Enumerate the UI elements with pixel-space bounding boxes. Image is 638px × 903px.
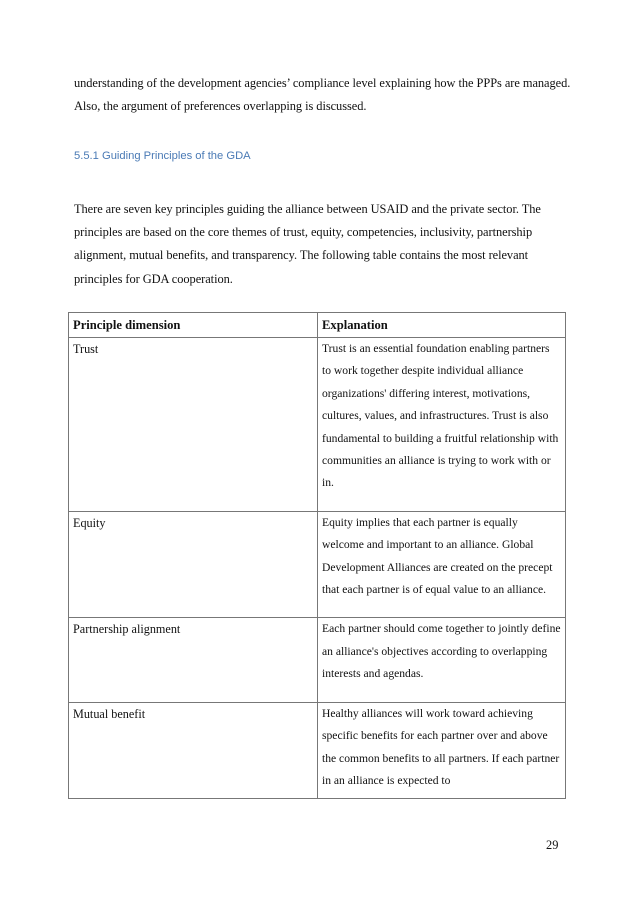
header-explanation: Explanation <box>318 313 566 338</box>
row-dimension: Trust <box>69 338 318 512</box>
header-principle-dimension: Principle dimension <box>69 313 318 338</box>
row-explanation: Trust is an essential foundation enabling partners to work together despite individual alliance organizations' differing interest, motivations, cultures, values, and infrastructures. Trust is also fundamental to building a fruitful relationship with communities an alliance is trying to work with or in. <box>318 338 566 512</box>
intro-paragraph: understanding of the development agencies’ compliance level explaining how the PPPs are managed. Also, the argument of preferences overlapping is discussed. <box>74 76 571 114</box>
table-row <box>69 618 566 702</box>
table-row <box>69 702 566 799</box>
table-row <box>69 338 566 512</box>
row-dimension: Partnership alignment <box>69 618 318 702</box>
row-explanation: Equity implies that each partner is equally welcome and important to an alliance. Global Development Alliances are created on the precept that each partner is of equal value to an alliance. <box>318 511 566 618</box>
section-heading: 5.5.1 Guiding Principles of the GDA <box>74 150 251 162</box>
row-explanation: Healthy alliances will work toward achieving specific benefits for each partner over and above the common benefits to all partners. If each partner in an alliance is expected to <box>318 702 566 799</box>
body-paragraph: There are seven key principles guiding the alliance between USAID and the private sector. The principles are based on the core themes of trust, equity, competencies, inclusivity, partnership alignment, mutual benefits, and transparency. The following table contains the most relevant principles for GDA cooperation. <box>74 202 541 286</box>
principles-table <box>68 312 566 799</box>
table-header-row <box>69 313 566 338</box>
page-number: 29 <box>546 838 559 852</box>
row-explanation: Each partner should come together to jointly define an alliance's objectives according to overlapping interests and agendas. <box>318 618 566 702</box>
row-dimension: Mutual benefit <box>69 702 318 799</box>
row-dimension: Equity <box>69 511 318 618</box>
table-row <box>69 511 566 618</box>
